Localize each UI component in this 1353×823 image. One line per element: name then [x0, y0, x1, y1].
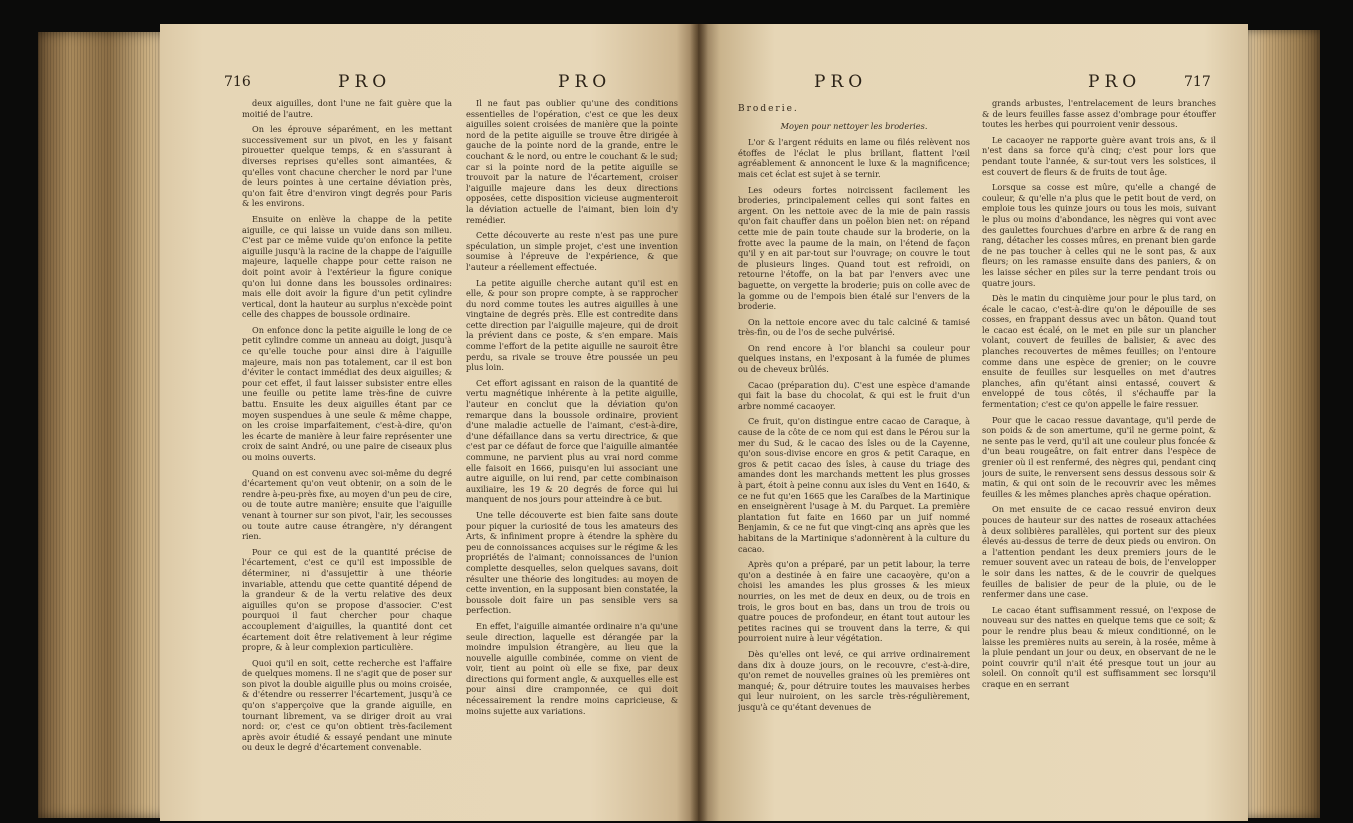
section-subheading: Moyen pour nettoyer les broderies.: [780, 120, 928, 131]
running-head-right-1: PRO: [814, 72, 868, 92]
paragraph: On enfonce donc la petite aiguille le long de ce petit cylindre comme un anneau au doigt, jusqu'à ce qu'elle touche pour ainsi dire à l'aiguille majeure, mais non pas totalement, car il est bon d'éviter le contact immédiat des deux aiguilles; & pour cet effet, il faut laisser subsister entre elles une feuille ou petite lame très-fine de cuivre battu. Ensuite les deux aiguilles étant par ce moyen suspendues à une seule & même chappe, on les croise imparfaitement, c'est-à-dire, qu'on les écarte de manière à leur faire représenter une croix de saint André, ou une paire de ciseaux plus ou moins ouverts.: [242, 324, 452, 462]
running-head-right-2: PRO: [1088, 72, 1142, 92]
paragraph: Cette découverte au reste n'est pas une pure spéculation, un simple projet, c'est une invention soumise à l'épreuve de l'expérience, & que l'auteur a réellement effectuée.: [466, 230, 678, 272]
paragraph: Les odeurs fortes noircissent facilement les broderies, principalement celles qui sont faites en argent. On les nettoie avec de la mie de pain rassis qu'on fait chauffer dans un poëlon bien net: on répand cette mie de pain toute chaude sur la broderie, on la frotte avec la paume de la main, on l'étend de façon qu'il y en ait par-tout sur l'ouvrage; on couvre le tout de plusieurs linges. Quand tout est refroidi, on retourne l'étoffe, on la bat par l'envers avec une baguette, on vergette la broderie; puis on colle avec de la gomme ou de l'empois bien étalé sur l'envers de la broderie.: [738, 184, 970, 312]
right-page-column-2: [982, 98, 1216, 804]
page-number-right: 717: [1184, 74, 1211, 90]
paragraph: Pour que le cacao ressue davantage, qu'il perde de son poids & de son amertume, qu'il ne germe point, & ne sente pas le verd, qu'il ait une couleur plus foncée & d'un beau rougeâtre, on fait entrer dans l'espèce de grenier où il est renfermé, des nègres qui, pendant cinq jours de suite, le renversent sens dessus dessous soir & matin, & qui ont soin de le recouvrir avec les mêmes feuilles & les mêmes planches après chaque opération.: [982, 414, 1216, 499]
paragraph: Lorsque sa cosse est mûre, qu'elle a changé de couleur, & qu'elle n'a plus que le petit bout de verd, on emploie tous les quinze jours ou tous les mois, suivant le plus ou moins d'abondance, les nègres qui vont avec des gaulettes fourchues d'arbre en arbre & de rang en rang, détacher les cosses mûres, en prenant bien garde de ne pas toucher à celles qui ne le sont pas, & aux fleurs; on les ramasse ensuite dans des paniers, & on les laisse sécher en piles sur la terre pendant trois ou quatre jours.: [982, 182, 1216, 288]
paragraph: Quand on est convenu avec soi-même du degré d'écartement qu'on veut obtenir, on a soin de le rendre à-peu-près fixe, au moyen d'un peu de cire, ou de toute autre manière; ensuite que l'aiguille venant à tourner sur son pivot, l'air, les secousses ou toute autre cause étrangère, n'y dérangent rien.: [242, 467, 452, 542]
paragraph: Le cacaoyer ne rapporte guère avant trois ans, & il n'est dans sa force qu'à cinq; c'est pour lors que pendant toute l'année, & sur-tout vers les solstices, il est couvert de fleurs & de fruits de tout âge.: [982, 134, 1216, 177]
paragraph: Pour ce qui est de la quantité précise de l'écartement, c'est ce qu'il est impossible de déterminer, ni d'assujettir à une théorie invariable, attendu que cette quantité dépend de la grandeur & de la vertu relative des deux aiguilles qu'on se propose d'associer. C'est pourquoi il faut chercher pour chaque accouplement d'aiguilles, la quantité dont cet écartement doit être relativement à leur régime propre, & à leur complexion particulière.: [242, 546, 452, 653]
paragraph: Ensuite on enlève la chappe de la petite aiguille, ce qui laisse un vuide dans son milieu. C'est par ce même vuide qu'on enfonce la petite aiguille jusqu'à la racine de la chappe de l'aiguille majeure, laquelle chappe pour cette raison ne doit point avoir à l'extérieur la figure conique qu'on lui donne dans les boussoles ordinaires: mais elle doit avoir la figure d'un petit cylindre vertical, dont la hauteur au surplus n'excède point celle des chappes de boussole ordinaire.: [242, 213, 452, 320]
book-edge-left: [38, 32, 166, 818]
left-page-column-1: [242, 98, 452, 806]
right-page-column-1: [738, 104, 970, 804]
paragraph: En effet, l'aiguille aimantée ordinaire n'a qu'une seule direction, laquelle est dérangée par la moindre impulsion étrangère, au lieu que la nouvelle aiguille combinée, comme on vient de voir, tient au point où elle se fixe, par deux directions qui forment angle, & auxquelles elle est pour ainsi dire cramponnée, ce qui doit nécessairement la rendre moins capricieuse, & moins sujette aux variations.: [466, 620, 678, 716]
paragraph: Cacao (préparation du). C'est une espèce d'amande qui fait la base du chocolat, & qui est le fruit d'un arbre nommé cacaoyer.: [738, 379, 970, 411]
paragraph: grands arbustes, l'entrelacement de leurs branches & de leurs feuilles fasse assez d'ombrage pour étouffer toutes les herbes qui pourroient venir dessous.: [982, 98, 1216, 130]
paragraph: Dès qu'elles ont levé, ce qui arrive ordinairement dans dix à douze jours, on le recouvre, c'est-à-dire, qu'on remet de nouvelles graines où les premières ont manqué; &, pour détruire toutes les mauvaises herbes qui leur nuiroient, on les sarcle très-régulièrement, jusqu'à ce qu'étant devenues de: [738, 648, 970, 712]
paragraph: Quoi qu'il en soit, cette recherche est l'affaire de quelques momens. Il ne s'agit que de poser sur son pivot la double aiguille plus ou moins croisée, & d'étendre ou resserrer l'écartement, jusqu'à ce qu'on s'apperçoive que la grande aiguille, en tournant librement, va se diriger droit au vrai nord: or, c'est ce qu'on obtient très-facilement après avoir étudié & essayé pendant une minute ou deux le degré d'écartement convenable.: [242, 657, 452, 753]
paragraph: Il ne faut pas oublier qu'une des conditions essentielles de l'opération, c'est ce que les deux aiguilles soient croisées de manière que la pointe nord de la petite aiguille se trouve être dirigée à gauche de la pointe nord de la grande, entre le couchant & le nord, ou entre le couchant & le sud; car si la pointe nord de la petite aiguille se trouvoit par la nature de l'écartement, croiser l'aiguille majeure dans les deux directions opposées, cette disposition vicieuse augmenteroit la déviation actuelle de l'aimant, bien loin d'y remédier.: [466, 98, 678, 225]
section-heading: Broderie.: [738, 104, 799, 114]
left-page-column-2: [466, 98, 678, 806]
paragraph: On les éprouve séparément, en les mettant successivement sur un pivot, en les y faisant pirouetter quelque temps, & en s'assurant à diverses reprises qu'elles sont aimantées, & qu'elles vont chacune chercher le nord par l'une de leurs pointes à une certaine déviation près, qu'on fait être d'environ vingt degrés pour Paris & les environs.: [242, 124, 452, 209]
paragraph: On met ensuite de ce cacao ressué environ deux pouces de hauteur sur des nattes de roseaux attachées à deux solibières parallèles, qui portent sur des pieux élevés au-dessus de terre de deux pieds ou environ. On a l'attention pendant les deux premiers jours de le remuer souvent avec un rateau de bois, de l'envelopper le soir dans les nattes, & de le couvrir de quelques feuilles de balisier de peur de la pluie, ou de le renfermer dans une case.: [982, 504, 1216, 600]
page-number-left: 716: [224, 74, 251, 90]
paragraph: Dès le matin du cinquième jour pour le plus tard, on écale le cacao, c'est-à-dire qu'on le dépouille de ses cosses, en frappant dessus avec un bâton. Quand tout le cacao est écalé, on le met en pile sur un plancher volant, couvert de feuilles de balisier, & avec des planches recouvertes de mêmes feuilles; on l'entoure comme dans une espèce de grenier; on le couvre ensuite de feuilles sur lesquelles on met d'autres planches, afin qu'étant ainsi entassé, couvert & enveloppé de tous côtés, il s'échauffe par la fermentation; c'est ce qu'on appelle le faire ressuer.: [982, 293, 1216, 410]
running-head-left-1: PRO: [338, 72, 392, 92]
left-page: [160, 24, 698, 821]
book-edge-right: [1245, 30, 1320, 818]
paragraph: Ce fruit, qu'on distingue entre cacao de Caraque, à cause de la côte de ce nom qui est dans le Pérou sur la mer du Sud, & le cacao des îsles ou de la Cayenne, qu'on sous-divise encore en gros & petit Caraque, en gros & petit cacao des îsles, à cause du triage des amandes dont les marchands mettent les plus grosses à part, étoit à peine connu aux isles du Vent en 1640, & ce ne fut qu'en 1665 que les Caraïbes de la Martinique en enseignèrent l'usage à M. du Parquet. La première plantation fut faite en 1660 par un juif nommé Benjamin, & ce ne fut que vingt-cinq ans après que les habitans de la Martinique s'adonnèrent à la culture du cacao.: [738, 416, 970, 554]
paragraph: Après qu'on a préparé, par un petit labour, la terre qu'on a destinée à en faire une cacaoyère, qu'on a choisi les amandes les plus grosses & les mieux nourries, on les met de deux en deux, ou de trois en trois, le gros bout en bas, dans un trou de trois ou quatre pouces de profondeur, en étant tout autour les petites racines qui se trouvent dans la terre, & qui pourroient nuire à leur végétation.: [738, 559, 970, 644]
paragraph: Une telle découverte est bien faite sans doute pour piquer la curiosité de tous les amateurs des Arts, & infiniment propre à étendre la sphère du peu de connoissances acquises sur le régime & les propriétés de l'aimant; connoissances de l'union complette desquelles, selon quelques savans, doit résulter une théorie des longitudes: au moyen de cette invention, en la supposant bien constatée, la boussole doit faire un pas sensible vers sa perfection.: [466, 509, 678, 616]
paragraph: La petite aiguille cherche autant qu'il est en elle, & pour son propre compte, à se rapprocher du nord comme toutes les autres aiguilles à une vingtaine de degrés près. Elle est contredite dans cette direction par l'aiguille majeure, qui de droit la prévient dans ce poste, & s'en empare. Mais comme l'effort de la petite aiguille ne sauroit être perdu, sa rivale se trouve être poussée un peu plus loin.: [466, 277, 678, 373]
paragraph: L'or & l'argent réduits en lame ou filés relèvent nos étoffes de l'éclat le plus brillant, flattent l'œil agréablement & annoncent le luxe & la magnificence; mais cet éclat est sujet à se ternir.: [738, 137, 970, 179]
right-page: [698, 24, 1248, 821]
paragraph: On la nettoie encore avec du talc calciné & tamisé très-fin, ou de l'os de seche pulvérisé.: [738, 316, 970, 338]
paragraph: Le cacao étant suffisamment ressué, on l'expose de nouveau sur des nattes en quelque tems que ce soit; & pour le rendre plus beau & mieux conditionné, on le laisse les premières nuits au serein, à la rosée, même à la pluie pendant un jour ou deux, en observant de ne le point couvrir qu'il n'ait été presque tout un jour au soleil. On connoît qu'il est suffisamment sec lorsqu'il craque en en serrant: [982, 604, 1216, 689]
book-gutter: [690, 24, 708, 821]
running-head-left-2: PRO: [558, 72, 612, 92]
right-column-1-body: [738, 137, 970, 712]
paragraph: On rend encore à l'or blanchi sa couleur pour quelques instans, en l'exposant à la fumée de plumes ou de cheveux brûlés.: [738, 342, 970, 375]
paragraph: deux aiguilles, dont l'une ne fait guère que la moitié de l'autre.: [242, 98, 452, 119]
paragraph: Cet effort agissant en raison de la quantité de vertu magnétique inhérente à la petite aiguille, l'auteur en conclut que la déviation qu'on remarque dans la boussole ordinaire, provient d'une maladie actuelle de l'aimant, c'est-à-dire, d'une défaillance dans sa vertu directrice, & que c'est par ce défaut de force que l'aiguille aimantée commune, ne parvient plus au vrai nord comme elle faisoit en 1666, puisqu'en lui associant une autre aiguille, on lui rend, par cette combinaison auxiliaire, les 19 & 20 degrés de force qui lui manquent de nos jours pour atteindre à ce but.: [466, 377, 678, 505]
